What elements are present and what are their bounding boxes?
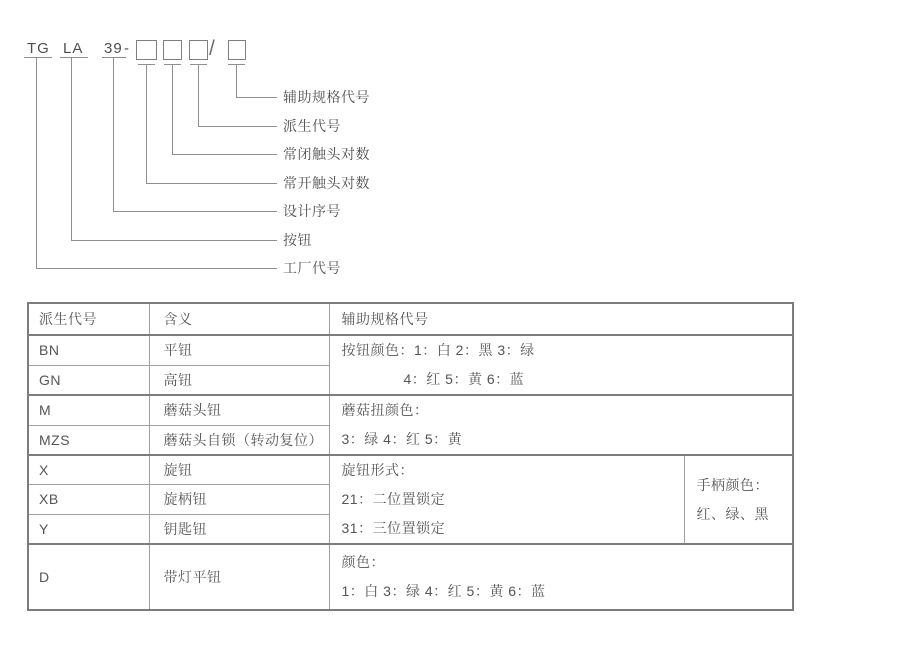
label-design-serial: 设计序号 — [283, 203, 341, 219]
leader-line-vertical — [36, 58, 37, 268]
code-box-derivative — [189, 40, 208, 60]
table-header-row — [28, 303, 793, 335]
derivative-code-table — [27, 302, 794, 611]
code-cell: GN — [28, 365, 149, 395]
spec-line: 颜色： — [341, 554, 385, 570]
leader-line-vertical — [146, 65, 147, 183]
spec-line: 3：绿 4：红 5：黄 — [341, 431, 463, 447]
label-aux-spec-code: 辅助规格代号 — [283, 89, 370, 105]
spec-line: 按钮颜色：1：白 2：黑 3：绿 — [341, 342, 535, 358]
code-box-no-contacts — [136, 40, 157, 60]
spec-cell-handle-colors — [684, 455, 793, 544]
code-cell: BN — [28, 335, 149, 365]
header-aux-spec-code: 辅助规格代号 — [329, 303, 793, 335]
label-factory-code: 工厂代号 — [283, 260, 341, 276]
label-derivative-code: 派生代号 — [283, 118, 341, 134]
model-code-slash: / — [209, 37, 215, 60]
code-box-aux-spec — [228, 40, 246, 60]
meaning-cell: 蘑菇头钮 — [149, 395, 329, 425]
table-row — [28, 455, 793, 485]
spec-cell-lamp-colors — [329, 544, 793, 610]
model-code-dash: - — [124, 40, 129, 57]
spec-line: 蘑菇扭颜色： — [341, 402, 429, 418]
spec-cell-button-colors — [329, 335, 793, 395]
header-meaning: 含义 — [149, 303, 329, 335]
label-pushbutton: 按钮 — [283, 232, 312, 248]
leader-line-horizontal — [198, 126, 277, 127]
spec-line: 31：三位置锁定 — [341, 520, 446, 536]
table-row — [28, 395, 793, 425]
leader-line-horizontal — [36, 268, 277, 269]
tick-mark — [60, 57, 88, 58]
leader-line-horizontal — [236, 97, 277, 98]
label-no-contact-pairs: 常开触头对数 — [283, 175, 370, 191]
model-code-series: 39 — [104, 40, 123, 57]
table-row — [28, 335, 793, 365]
code-cell: X — [28, 455, 149, 485]
code-cell: XB — [28, 485, 149, 515]
spec-line: 4：红 5：黄 6：蓝 — [403, 371, 525, 387]
meaning-cell: 旋钮 — [149, 455, 329, 485]
leader-line-vertical — [172, 65, 173, 154]
spec-cell-mushroom-colors — [329, 395, 793, 455]
meaning-cell: 带灯平钮 — [149, 544, 329, 610]
header-derivative-code: 派生代号 — [28, 303, 149, 335]
meaning-cell: 高钮 — [149, 365, 329, 395]
code-cell: D — [28, 544, 149, 610]
leader-line-vertical — [113, 58, 114, 211]
spec-line: 手柄颜色： — [696, 476, 769, 493]
code-box-nc-contacts — [163, 40, 182, 60]
meaning-cell: 平钮 — [149, 335, 329, 365]
model-code-product: LA — [63, 40, 84, 57]
leader-line-horizontal — [146, 183, 277, 184]
label-nc-contact-pairs: 常闭触头对数 — [283, 146, 370, 162]
spec-line: 1：白 3：绿 4：红 5：黄 6：蓝 — [341, 583, 546, 599]
spec-line: 红、绿、黑 — [696, 505, 769, 522]
spec-line: 21：二位置锁定 — [341, 491, 446, 507]
code-cell: Y — [28, 514, 149, 544]
leader-line-vertical — [236, 65, 237, 97]
spec-cell-knob-forms — [329, 455, 684, 544]
leader-line-horizontal — [71, 240, 277, 241]
leader-line-horizontal — [113, 211, 277, 212]
model-code-factory: TG — [27, 40, 50, 57]
code-cell: MZS — [28, 425, 149, 455]
meaning-cell: 钥匙钮 — [149, 514, 329, 544]
leader-line-vertical — [71, 58, 72, 240]
tick-mark — [24, 57, 52, 58]
meaning-cell: 旋柄钮 — [149, 485, 329, 515]
model-designation-diagram — [0, 0, 900, 300]
spec-line: 旋钮形式： — [341, 462, 414, 478]
table-row — [28, 544, 793, 610]
tick-mark — [102, 57, 126, 58]
leader-line-vertical — [198, 65, 199, 126]
code-cell: M — [28, 395, 149, 425]
meaning-cell: 蘑菇头自锁（转动复位） — [149, 425, 329, 455]
leader-line-horizontal — [172, 154, 277, 155]
